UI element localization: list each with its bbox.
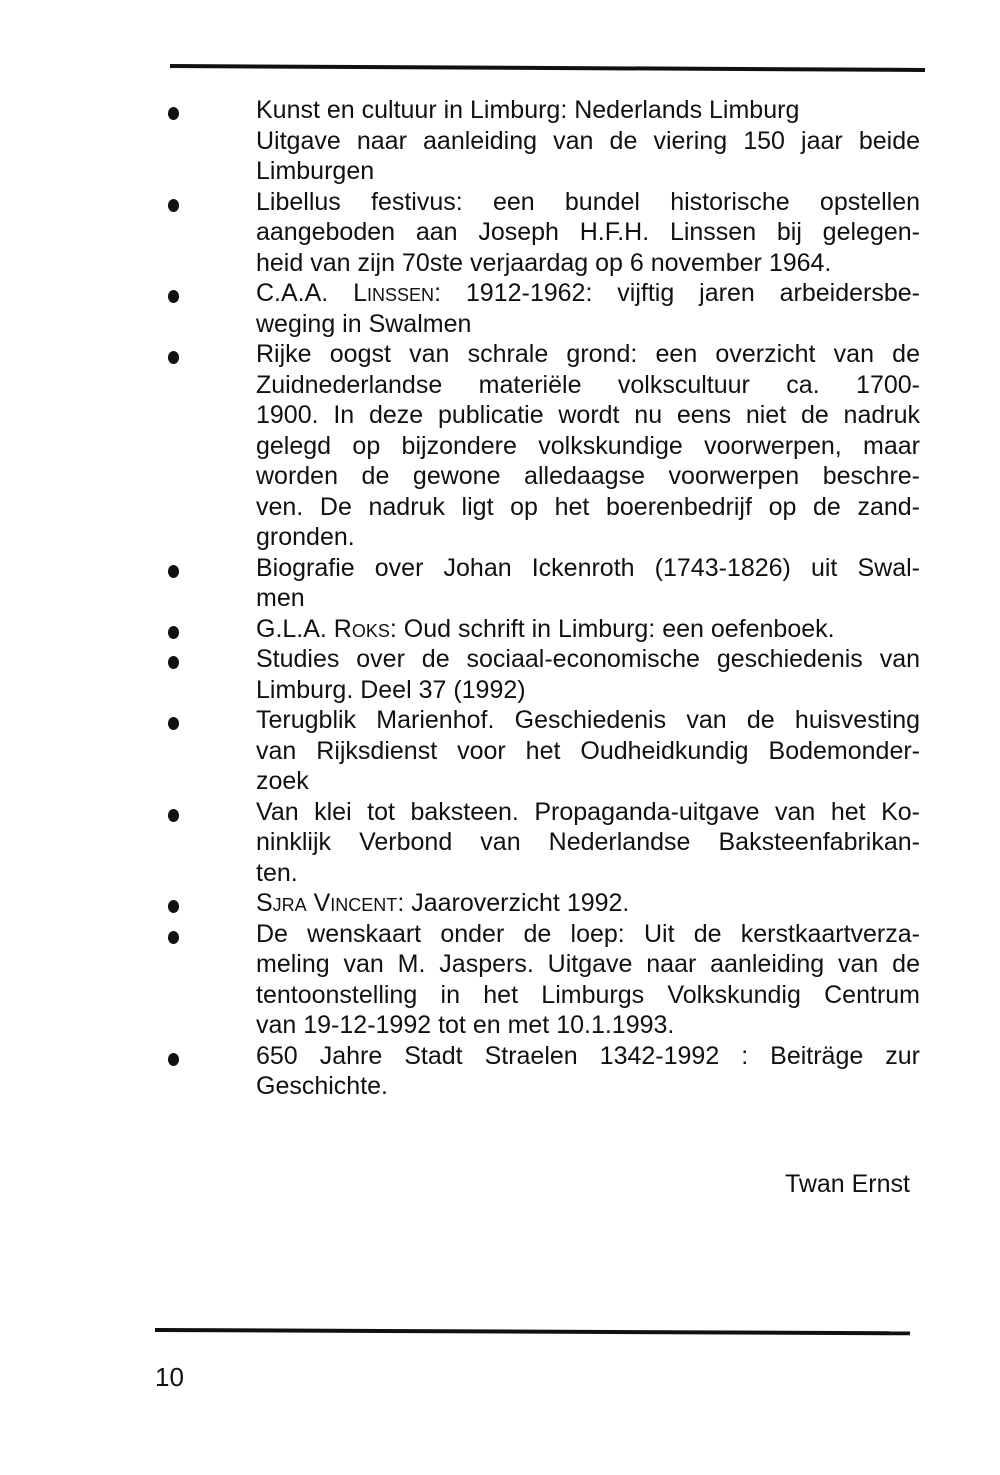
bottom-rule <box>155 1328 910 1335</box>
entry-line: Limburg. Deel 37 (1992) <box>256 675 526 704</box>
entry-line: gelegd op bijzondere volkskundige voorwerpen, maar <box>256 431 920 460</box>
list-item <box>160 187 930 279</box>
bullet-icon <box>168 565 179 578</box>
entry-line: De wenskaart onder de loep: Uit de kerstkaartverza- <box>256 919 920 948</box>
list-item <box>160 705 930 797</box>
entry-line: gronden. <box>256 523 355 551</box>
page-number: 10 <box>155 1362 184 1392</box>
entry-text: : 1912-1962: vijftig jaren arbeidersbe- <box>434 279 920 307</box>
entry-line: 1900. In deze publicatie wordt nu eens niet de nadruk <box>256 401 920 429</box>
author-signature: Twan Ernst <box>784 1170 910 1198</box>
entry-text: : Jaaroverzicht 1992. <box>397 889 630 917</box>
list-item <box>160 614 930 645</box>
entry-line: Terugblik Marienhof. Geschiedenis van de huisvesting <box>256 706 920 734</box>
list-item <box>160 644 930 705</box>
bullet-icon <box>168 809 179 822</box>
bullet-icon <box>168 656 179 669</box>
entry-line: aangeboden aan Joseph H.F.H. Linssen bij gelegen- <box>256 218 920 246</box>
entry-author: C.A.A. Linssen <box>256 279 435 307</box>
bullet-icon <box>168 717 179 730</box>
entry-line: van 19-12-1992 tot en met 10.1.1993. <box>256 1011 675 1039</box>
list-item <box>160 278 930 339</box>
bullet-icon <box>168 931 179 944</box>
top-rule <box>170 64 925 72</box>
list-item <box>160 339 930 553</box>
entry-line: Limburgen <box>256 157 375 185</box>
bullet-icon <box>168 626 179 639</box>
entry-line: Biografie over Johan Ickenroth (1743-1826) uit Swal- <box>256 553 920 582</box>
entry-line: heid van zijn 70ste verjaardag op 6 november 1964. <box>256 248 832 277</box>
entry-line: tentoonstelling in het Limburgs Volkskundig Centrum <box>256 980 920 1009</box>
entry-line: Rijke oogst van schrale grond: een overzicht van de <box>256 340 920 368</box>
entry-author: Sjra Vincent <box>256 889 398 917</box>
entry-line <box>256 888 920 919</box>
bullet-icon <box>168 290 179 303</box>
entry-line: 650 Jahre Stadt Straelen 1342-1992 : Beiträge zur <box>256 1041 920 1070</box>
entry-line: Geschichte. <box>256 1072 389 1100</box>
list-item <box>160 553 930 614</box>
entry-line: men <box>256 584 305 612</box>
list-item <box>160 797 930 889</box>
list-item <box>160 919 930 1041</box>
entry-line: ninklijk Verbond van Nederlandse Baksteenfabrikan- <box>256 828 920 856</box>
entry-author: G.L.A. Roks <box>256 614 390 643</box>
entry-line: ten. <box>256 858 298 887</box>
list-item <box>160 1041 930 1102</box>
list-item <box>160 888 930 919</box>
bullet-icon <box>168 199 179 212</box>
entry-line <box>256 614 920 645</box>
entry-text: : Oud schrift in Limburg: een oefenboek. <box>389 614 835 643</box>
entry-line: Libellus festivus: een bundel historische opstellen <box>256 187 920 216</box>
entry-line: meling van M. Jaspers. Uitgave naar aanleiding van de <box>256 950 920 978</box>
entry-line: Kunst en cultuur in Limburg: Nederlands Limburg <box>256 96 800 124</box>
entry-line: Studies over de sociaal-economische geschiedenis van <box>256 645 920 673</box>
bullet-icon <box>168 900 179 913</box>
entry-line: Uitgave naar aanleiding van de viering 150 jaar beide <box>256 126 920 155</box>
entry-line: van Rijksdienst voor het Oudheidkundig Bodemonder- <box>256 736 920 765</box>
bullet-icon <box>168 107 179 120</box>
list-item <box>160 95 930 187</box>
entry-line: Zuidnederlandse materiële volkscultuur ca. 1700- <box>256 370 920 399</box>
entry-line: weging in Swalmen <box>256 309 472 338</box>
entry-line: ven. De nadruk ligt op het boerenbedrijf op de zand- <box>256 492 920 521</box>
entry-line: zoek <box>256 767 309 795</box>
bullet-icon <box>168 351 179 364</box>
entry-line <box>256 278 920 309</box>
bibliography-list <box>160 95 930 1102</box>
entry-line: Van klei tot baksteen. Propaganda-uitgave van het Ko- <box>256 797 920 826</box>
bullet-icon <box>168 1053 179 1066</box>
entry-line: worden de gewone alledaagse voorwerpen beschre- <box>256 462 920 490</box>
